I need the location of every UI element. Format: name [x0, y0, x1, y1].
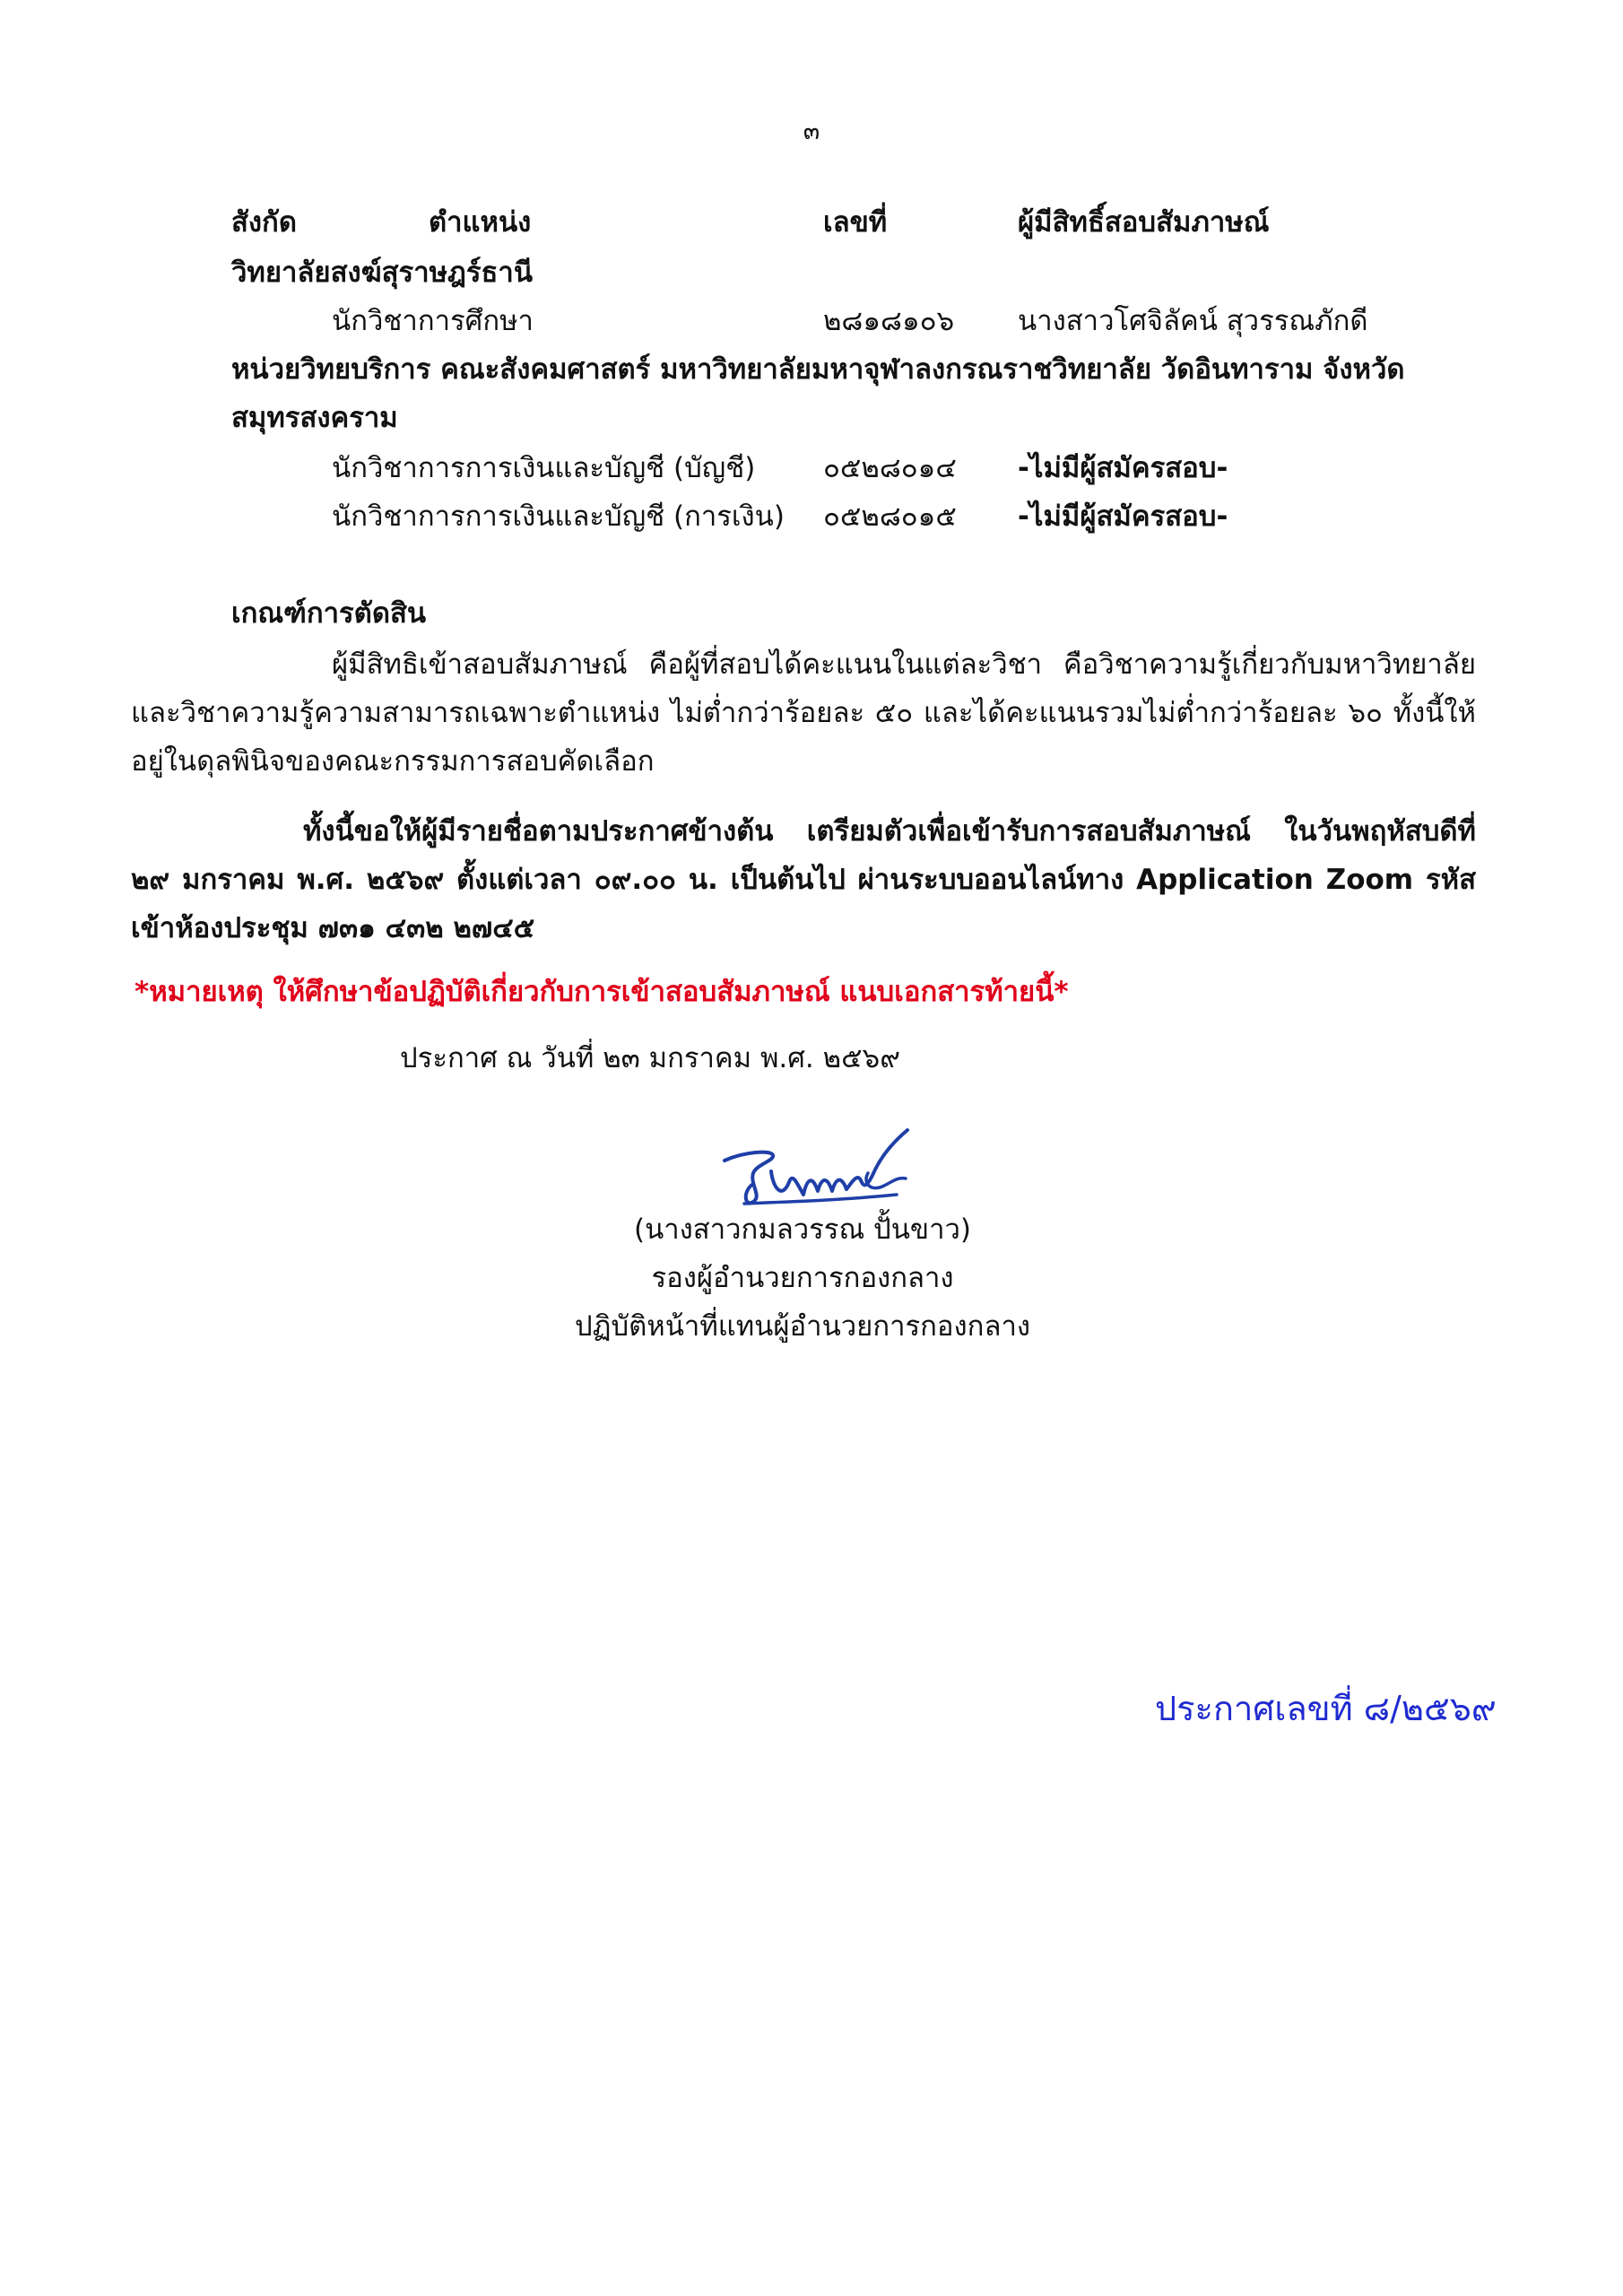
criteria-heading: เกณฑ์การตัดสิน: [231, 597, 427, 630]
row-position: นักวิชาการการเงินและบัญชี (การเงิน): [332, 500, 785, 533]
row-number: ๒๘๑๘๑๐๖: [823, 305, 955, 337]
criteria-body: ผู้มีสิทธิเข้าสอบสัมภาษณ์ คือผู้ที่สอบได้คะแนนในแต่ละวิชา คือวิชาความรู้เกี่ยวกับมหาวิทยาลัย และวิชาความรู้ความสามารถเฉพาะตำแหน่ง ไม่ต่ำกว่าร้อยละ ๕๐ และได้คะแนนรวมไม่ต่ำกว่าร้อยละ ๖๐ ทั้งนี้ให้อยู่ในดุลพินิจของคณะกรรมการสอบคัดเลือก: [131, 648, 1476, 778]
announcement-number: ประกาศเลขที่ ๘/๒๕๖๙: [1155, 1689, 1497, 1728]
announce-date: ประกาศ ณ วันที่ ๒๓ มกราคม พ.ศ. ๒๕๖๙: [400, 1042, 900, 1074]
row-number: ๐๕๒๘๐๑๔: [823, 452, 957, 484]
row-number: ๐๕๒๘๐๑๕: [823, 500, 957, 533]
header-number: เลขที่: [823, 206, 888, 239]
unit-name: หน่วยวิทยบริการ คณะสังคมศาสตร์ มหาวิทยาลัยมหาจุฬาลงกรณราชวิทยาลัย วัดอินทาราม จังหวัด: [231, 353, 1405, 386]
row-position: นักวิชาการการเงินและบัญชี (บัญชี): [332, 452, 756, 484]
row-eligible: -ไม่มีผู้สมัครสอบ-: [1018, 452, 1228, 484]
row-position: นักวิชาการศึกษา: [332, 305, 534, 337]
signer-name: (นางสาวกมลวรรณ ปั้นขาว): [633, 1213, 972, 1246]
page-number: ๓: [803, 117, 820, 145]
header-position: ตำแหน่ง: [429, 206, 532, 239]
instruction-paragraph: ทั้งนี้ขอให้ผู้มีรายชื่อตามประกาศข้างต้น เตรียมตัวเพื่อเข้ารับการสอบสัมภาษณ์ ในวันพฤหัสบดีที่ ๒๙ มกราคม พ.ศ. ๒๕๖๙ ตั้งแต่เวลา ๐๙.๐๐ น. เป็นต้นไป ผ่านระบบออนไลน์ทาง Application Zoom รหัสเข้าห้องประชุม ๗๓๑ ๔๓๒ ๒๗๔๕: [131, 815, 1476, 944]
row-eligible: -ไม่มีผู้สมัครสอบ-: [1018, 500, 1228, 533]
signer-title: รองผู้อำนวยการกองกลาง: [651, 1262, 954, 1294]
unit-name: วิทยาลัยสงฆ์สุราษฎร์ธานี: [231, 257, 534, 289]
signer-title-acting: ปฏิบัติหน้าที่แทนผู้อำนวยการกองกลาง: [575, 1310, 1030, 1343]
header-eligible: ผู้มีสิทธิ์สอบสัมภาษณ์: [1018, 206, 1270, 239]
row-eligible: นางสาวโศจิลัคน์ สุวรรณภักดี: [1018, 305, 1368, 337]
header-affiliation: สังกัด: [231, 206, 297, 239]
note: *หมายเหตุ ให้ศึกษาข้อปฏิบัติเกี่ยวกับการเข้าสอบสัมภาษณ์ แนบเอกสารท้ายนี้*: [135, 976, 1069, 1008]
unit-name-cont: สมุทรสงคราม: [231, 402, 398, 434]
